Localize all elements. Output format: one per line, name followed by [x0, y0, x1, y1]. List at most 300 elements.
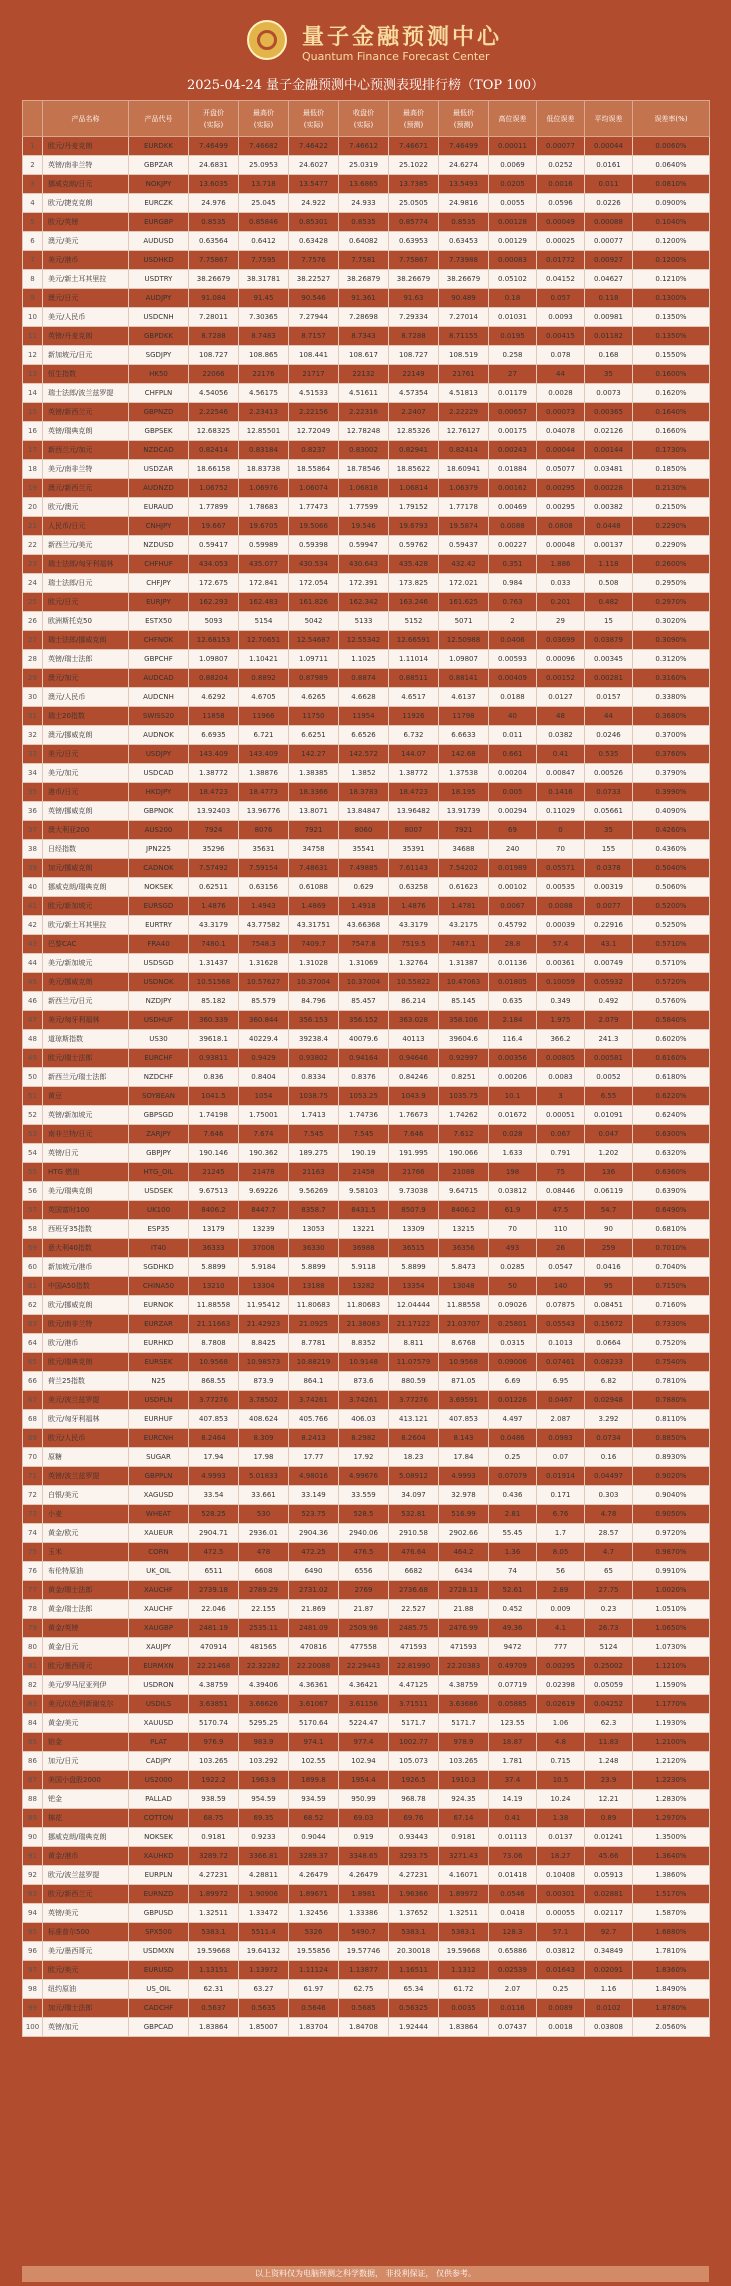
value-cell: 136: [585, 1163, 633, 1182]
value-cell: 39618.1: [189, 1030, 239, 1049]
value-cell: 0.00152: [537, 669, 585, 688]
rank-cell: 52: [23, 1106, 43, 1125]
value-cell: 13.5477: [289, 175, 339, 194]
value-cell: 0.01136: [489, 954, 537, 973]
value-cell: 11.95412: [239, 1296, 289, 1315]
value-cell: 54.7: [585, 1201, 633, 1220]
value-cell: 7548.3: [239, 935, 289, 954]
product-name-cell: 欧元/新土耳其里拉: [43, 916, 129, 935]
value-cell: 0.011: [489, 726, 537, 745]
value-cell: 880.59: [389, 1372, 439, 1391]
value-cell: 65: [585, 1562, 633, 1581]
product-code-cell: CADJPY: [129, 1752, 189, 1771]
value-cell: 0.0018: [537, 2018, 585, 2037]
value-cell: 39238.4: [289, 1030, 339, 1049]
value-cell: 1.2230%: [633, 1771, 710, 1790]
value-cell: 0.3790%: [633, 764, 710, 783]
value-cell: 0.0226: [585, 194, 633, 213]
value-cell: 90.489: [439, 289, 489, 308]
value-cell: 25.045: [239, 194, 289, 213]
value-cell: 1.3640%: [633, 1847, 710, 1866]
product-name-cell: 日经指数: [43, 840, 129, 859]
table-row: [23, 1505, 710, 1524]
value-cell: 0.8110%: [633, 1410, 710, 1429]
value-cell: 3.77276: [189, 1391, 239, 1410]
value-cell: 0.89: [585, 1809, 633, 1828]
value-cell: 43.3179: [189, 916, 239, 935]
value-cell: 1.0730%: [633, 1638, 710, 1657]
value-cell: 13221: [339, 1220, 389, 1239]
value-cell: 2.184: [489, 1011, 537, 1030]
value-cell: 110: [537, 1220, 585, 1239]
product-name-cell: 美元/罗马尼亚列伊: [43, 1676, 129, 1695]
value-cell: 4.51533: [289, 384, 339, 403]
value-cell: 0.93443: [389, 1828, 439, 1847]
product-code-cell: EURJPY: [129, 593, 189, 612]
table-row: [23, 1429, 710, 1448]
value-cell: 7.28011: [189, 308, 239, 327]
value-cell: 0.0285: [489, 1258, 537, 1277]
column-header: 平均误差: [585, 101, 633, 137]
value-cell: 5490.7: [339, 1923, 389, 1942]
value-cell: 4.36361: [289, 1676, 339, 1695]
value-cell: 1.74262: [439, 1106, 489, 1125]
rank-cell: 71: [23, 1467, 43, 1486]
value-cell: 0.59762: [389, 536, 439, 555]
value-cell: 5042: [289, 612, 339, 631]
value-cell: 85.145: [439, 992, 489, 1011]
product-code-cell: CHFNOK: [129, 631, 189, 650]
value-cell: 8406.2: [189, 1201, 239, 1220]
value-cell: 976.9: [189, 1733, 239, 1752]
value-cell: 0.85774: [389, 213, 439, 232]
value-cell: 0.00243: [489, 441, 537, 460]
table-row: [23, 175, 710, 194]
value-cell: 10.5: [537, 1771, 585, 1790]
table-row: [23, 764, 710, 783]
rank-cell: 29: [23, 669, 43, 688]
value-cell: 0.0102: [585, 1999, 633, 2018]
value-cell: 0.23: [585, 1600, 633, 1619]
value-cell: 2904.36: [289, 1524, 339, 1543]
product-code-cell: UK100: [129, 1201, 189, 1220]
value-cell: 6.6251: [289, 726, 339, 745]
product-name-cell: 标准普尔500: [43, 1923, 129, 1942]
product-name-cell: 黄金/港币: [43, 1847, 129, 1866]
value-cell: 0.03808: [585, 2018, 633, 2037]
product-name-cell: 英镑/新加坡元: [43, 1106, 129, 1125]
product-name-cell: 港币/日元: [43, 783, 129, 802]
value-cell: 4.27231: [189, 1866, 239, 1885]
value-cell: 241.3: [585, 1030, 633, 1049]
value-cell: 1.89671: [289, 1885, 339, 1904]
value-cell: 5.8473: [439, 1258, 489, 1277]
product-name-cell: HTG 燃油: [43, 1163, 129, 1182]
value-cell: 0.0448: [585, 517, 633, 536]
value-cell: 10.47063: [439, 973, 489, 992]
value-cell: 5171.7: [389, 1714, 439, 1733]
value-cell: 189.275: [289, 1144, 339, 1163]
value-cell: 0.919: [339, 1828, 389, 1847]
value-cell: 5.9118: [339, 1258, 389, 1277]
value-cell: 12.55342: [339, 631, 389, 650]
product-name-cell: 新加坡元/港币: [43, 1258, 129, 1277]
value-cell: 0.59417: [189, 536, 239, 555]
value-cell: 7480.1: [189, 935, 239, 954]
value-cell: 12.21: [585, 1790, 633, 1809]
value-cell: 1.13877: [339, 1961, 389, 1980]
value-cell: 0.05059: [585, 1676, 633, 1695]
value-cell: 0.83184: [239, 441, 289, 460]
product-name-cell: 欧元/新西兰元: [43, 1885, 129, 1904]
value-cell: 163.246: [389, 593, 439, 612]
value-cell: 1.32764: [389, 954, 439, 973]
value-cell: 0.82941: [389, 441, 439, 460]
value-cell: 0.01643: [537, 1961, 585, 1980]
product-name-cell: 新西兰元/加元: [43, 441, 129, 460]
value-cell: 1.84708: [339, 2018, 389, 2037]
value-cell: 1.75001: [239, 1106, 289, 1125]
value-cell: 0.02091: [585, 1961, 633, 1980]
product-name-cell: 澳元/美元: [43, 232, 129, 251]
value-cell: 366.2: [537, 1030, 585, 1049]
value-cell: 6.55: [585, 1087, 633, 1106]
column-header: 低位误差: [537, 101, 585, 137]
rank-cell: 98: [23, 1980, 43, 1999]
value-cell: 12.78248: [339, 422, 389, 441]
rank-cell: 80: [23, 1638, 43, 1657]
value-cell: 0.4090%: [633, 802, 710, 821]
table-row: [23, 1961, 710, 1980]
value-cell: 0.118: [585, 289, 633, 308]
value-cell: 7.545: [289, 1125, 339, 1144]
value-cell: 22.527: [389, 1600, 439, 1619]
value-cell: 0.6240%: [633, 1106, 710, 1125]
value-cell: 0.00749: [585, 954, 633, 973]
value-cell: 2728.13: [439, 1581, 489, 1600]
value-cell: 2904.71: [189, 1524, 239, 1543]
page-subtitle: 2025-04-24 量子金融预测中心预测表现排行榜（TOP 100）: [186, 78, 545, 93]
product-code-cell: EURNOK: [129, 1296, 189, 1315]
value-cell: 407.853: [439, 1410, 489, 1429]
value-cell: 0.00295: [537, 1657, 585, 1676]
value-cell: 13309: [389, 1220, 439, 1239]
value-cell: 43.1: [585, 935, 633, 954]
value-cell: 1.31387: [439, 954, 489, 973]
value-cell: 23.9: [585, 1771, 633, 1790]
product-name-cell: 欧元/人民币: [43, 1429, 129, 1448]
value-cell: 11.80683: [289, 1296, 339, 1315]
product-code-cell: USDSEK: [129, 1182, 189, 1201]
product-code-cell: CNHJPY: [129, 517, 189, 536]
value-cell: 62.31: [189, 1980, 239, 1999]
product-code-cell: WHEAT: [129, 1505, 189, 1524]
rank-cell: 1: [23, 137, 43, 156]
table-row: [23, 2018, 710, 2037]
table-body: [23, 137, 710, 2037]
value-cell: 0.25: [537, 1980, 585, 1999]
product-name-cell: 新西兰元/日元: [43, 992, 129, 1011]
rank-cell: 15: [23, 403, 43, 422]
value-cell: 0.8251: [439, 1068, 489, 1087]
value-cell: 0.94646: [389, 1049, 439, 1068]
value-cell: 363.028: [389, 1011, 439, 1030]
value-cell: 0.01418: [489, 1866, 537, 1885]
value-cell: 2940.06: [339, 1524, 389, 1543]
value-cell: 22.21468: [189, 1657, 239, 1676]
value-cell: 1.886: [537, 555, 585, 574]
value-cell: 1.4869: [289, 897, 339, 916]
value-cell: 0.3760%: [633, 745, 710, 764]
value-cell: 0.05913: [585, 1866, 633, 1885]
value-cell: 950.99: [339, 1790, 389, 1809]
value-cell: 1.74198: [189, 1106, 239, 1125]
rank-cell: 58: [23, 1220, 43, 1239]
value-cell: 1.06976: [239, 479, 289, 498]
value-cell: 4.51611: [339, 384, 389, 403]
product-name-cell: 美元/港币: [43, 251, 129, 270]
rank-cell: 85: [23, 1733, 43, 1752]
value-cell: 11798: [439, 707, 489, 726]
value-cell: 4.6292: [189, 688, 239, 707]
value-cell: 1.202: [585, 1144, 633, 1163]
product-code-cell: COTTON: [129, 1809, 189, 1828]
product-name-cell: 英镑/挪威克朗: [43, 802, 129, 821]
product-code-cell: US30: [129, 1030, 189, 1049]
value-cell: 8447.7: [239, 1201, 289, 1220]
value-cell: 0.3990%: [633, 783, 710, 802]
value-cell: 1.38772: [389, 764, 439, 783]
value-cell: 85.182: [189, 992, 239, 1011]
rank-cell: 90: [23, 1828, 43, 1847]
rank-cell: 94: [23, 1904, 43, 1923]
product-code-cell: USDSGD: [129, 954, 189, 973]
product-code-cell: AUS200: [129, 821, 189, 840]
value-cell: 0.9870%: [633, 1543, 710, 1562]
value-cell: 6.69: [489, 1372, 537, 1391]
value-cell: 34.097: [389, 1486, 439, 1505]
rank-cell: 43: [23, 935, 43, 954]
value-cell: 0.00295: [537, 498, 585, 517]
value-cell: 8431.5: [339, 1201, 389, 1220]
value-cell: 407.853: [189, 1410, 239, 1429]
table-row: [23, 1847, 710, 1866]
value-cell: 0.05077: [537, 460, 585, 479]
value-cell: 13053: [289, 1220, 339, 1239]
table-row: [23, 498, 710, 517]
product-name-cell: 小麦: [43, 1505, 129, 1524]
value-cell: 0.05102: [489, 270, 537, 289]
value-cell: 0.02117: [585, 1904, 633, 1923]
value-cell: 0.00927: [585, 251, 633, 270]
value-cell: 1.37652: [389, 1904, 439, 1923]
product-name-cell: 美元/匈牙利福林: [43, 1011, 129, 1030]
value-cell: 7.46499: [439, 137, 489, 156]
value-cell: 47.5: [537, 1201, 585, 1220]
table-row: [23, 1486, 710, 1505]
value-cell: 2739.18: [189, 1581, 239, 1600]
value-cell: 52.61: [489, 1581, 537, 1600]
value-cell: 0.41: [537, 745, 585, 764]
value-cell: 13048: [439, 1277, 489, 1296]
value-cell: 24.6274: [439, 156, 489, 175]
value-cell: 35: [585, 821, 633, 840]
value-cell: 21478: [239, 1163, 289, 1182]
value-cell: 0.0195: [489, 327, 537, 346]
value-cell: 0.04152: [537, 270, 585, 289]
value-cell: 1.92444: [389, 2018, 439, 2037]
table-row: [23, 1733, 710, 1752]
value-cell: 0.11029: [537, 802, 585, 821]
product-code-cell: EURTRY: [129, 916, 189, 935]
value-cell: 0.984: [489, 574, 537, 593]
value-cell: 1.3860%: [633, 1866, 710, 1885]
rank-cell: 30: [23, 688, 43, 707]
product-code-cell: NOKJPY: [129, 175, 189, 194]
value-cell: 360.339: [189, 1011, 239, 1030]
value-cell: 162.483: [239, 593, 289, 612]
value-cell: 22.81990: [389, 1657, 439, 1676]
column-header: 最高价 (实际): [239, 101, 289, 137]
product-name-cell: 原糖: [43, 1448, 129, 1467]
value-cell: 20.30018: [389, 1942, 439, 1961]
product-code-cell: EURAUD: [129, 498, 189, 517]
rank-cell: 56: [23, 1182, 43, 1201]
value-cell: 1.76673: [389, 1106, 439, 1125]
value-cell: 4.497: [489, 1410, 537, 1429]
value-cell: 10.51568: [189, 973, 239, 992]
value-cell: 19.5874: [439, 517, 489, 536]
value-cell: 1038.75: [289, 1087, 339, 1106]
value-cell: 34688: [439, 840, 489, 859]
value-cell: 21088: [439, 1163, 489, 1182]
value-cell: 0.01182: [585, 327, 633, 346]
value-cell: 0.01113: [489, 1828, 537, 1847]
table-row: [23, 1315, 710, 1334]
value-cell: 8.2464: [189, 1429, 239, 1448]
product-code-cell: CORN: [129, 1543, 189, 1562]
value-cell: 13210: [189, 1277, 239, 1296]
value-cell: 18.23: [389, 1448, 439, 1467]
value-cell: 0.9720%: [633, 1524, 710, 1543]
table-row: [23, 802, 710, 821]
value-cell: 0.64082: [339, 232, 389, 251]
value-cell: 0.0073: [585, 384, 633, 403]
rank-cell: 75: [23, 1543, 43, 1562]
value-cell: 0.7150%: [633, 1277, 710, 1296]
value-cell: 1053.25: [339, 1087, 389, 1106]
value-cell: 8.8352: [339, 1334, 389, 1353]
table-row: [23, 593, 710, 612]
value-cell: 4.39406: [239, 1676, 289, 1695]
column-header: 最低价 (预测): [439, 101, 489, 137]
value-cell: 0.25801: [489, 1315, 537, 1334]
value-cell: 1899.8: [289, 1771, 339, 1790]
table-row: [23, 1790, 710, 1809]
value-cell: 0.00129: [489, 232, 537, 251]
value-cell: 530: [239, 1505, 289, 1524]
value-cell: 0.0246: [585, 726, 633, 745]
value-cell: 2476.99: [439, 1619, 489, 1638]
value-cell: 0.1200%: [633, 232, 710, 251]
value-cell: 430.534: [289, 555, 339, 574]
value-cell: 0.067: [537, 1125, 585, 1144]
column-header: 最高价 (预测): [389, 101, 439, 137]
value-cell: 5.01833: [239, 1467, 289, 1486]
value-cell: 0.9181: [189, 1828, 239, 1847]
value-cell: 24.9816: [439, 194, 489, 213]
product-code-cell: GBPNOK: [129, 802, 189, 821]
product-code-cell: SWISS20: [129, 707, 189, 726]
product-code-cell: XAGUSD: [129, 1486, 189, 1505]
value-cell: 7.59154: [239, 859, 289, 878]
product-name-cell: 欧洲斯托克50: [43, 612, 129, 631]
value-cell: 0.87989: [289, 669, 339, 688]
value-cell: 21245: [189, 1163, 239, 1182]
value-cell: 0.04497: [585, 1467, 633, 1486]
value-cell: 0.85846: [239, 213, 289, 232]
table-row: [23, 441, 710, 460]
ranking-table-container: [22, 100, 709, 2037]
value-cell: 102.94: [339, 1752, 389, 1771]
product-code-cell: XAUJPY: [129, 1638, 189, 1657]
value-cell: 19.59668: [189, 1942, 239, 1961]
value-cell: 470816: [289, 1638, 339, 1657]
value-cell: 13.92403: [189, 802, 239, 821]
product-name-cell: 澳元/加元: [43, 669, 129, 688]
value-cell: 7.7581: [339, 251, 389, 270]
value-cell: 2789.29: [239, 1581, 289, 1600]
product-code-cell: N25: [129, 1372, 189, 1391]
value-cell: 24.933: [339, 194, 389, 213]
rank-cell: 91: [23, 1847, 43, 1866]
value-cell: 9.67513: [189, 1182, 239, 1201]
value-cell: 0.0035: [439, 1999, 489, 2018]
value-cell: 0.3680%: [633, 707, 710, 726]
value-cell: 35296: [189, 840, 239, 859]
rank-cell: 23: [23, 555, 43, 574]
value-cell: 4.6628: [339, 688, 389, 707]
value-cell: 10.37004: [289, 973, 339, 992]
column-header: 误差率(%): [633, 101, 710, 137]
value-cell: 12.50988: [439, 631, 489, 650]
value-cell: 7.46612: [339, 137, 389, 156]
value-cell: 0.00049: [537, 213, 585, 232]
rank-cell: 7: [23, 251, 43, 270]
value-cell: 0.92997: [439, 1049, 489, 1068]
value-cell: 2.07: [489, 1980, 537, 1999]
value-cell: 0.00382: [585, 498, 633, 517]
value-cell: 0.715: [537, 1752, 585, 1771]
value-cell: 0.59989: [239, 536, 289, 555]
product-name-cell: 铂金: [43, 1733, 129, 1752]
table-row: [23, 1030, 710, 1049]
value-cell: 0.65886: [489, 1942, 537, 1961]
rank-cell: 39: [23, 859, 43, 878]
rank-cell: 10: [23, 308, 43, 327]
rank-cell: 62: [23, 1296, 43, 1315]
value-cell: 32.978: [439, 1486, 489, 1505]
rank-cell: 32: [23, 726, 43, 745]
product-code-cell: USDHKD: [129, 251, 189, 270]
table-row: [23, 1239, 710, 1258]
value-cell: 0.04627: [585, 270, 633, 289]
value-cell: 5152: [389, 612, 439, 631]
product-code-cell: SGDHKD: [129, 1258, 189, 1277]
value-cell: 0.2970%: [633, 593, 710, 612]
value-cell: 0.0083: [537, 1068, 585, 1087]
value-cell: 10.98573: [239, 1353, 289, 1372]
